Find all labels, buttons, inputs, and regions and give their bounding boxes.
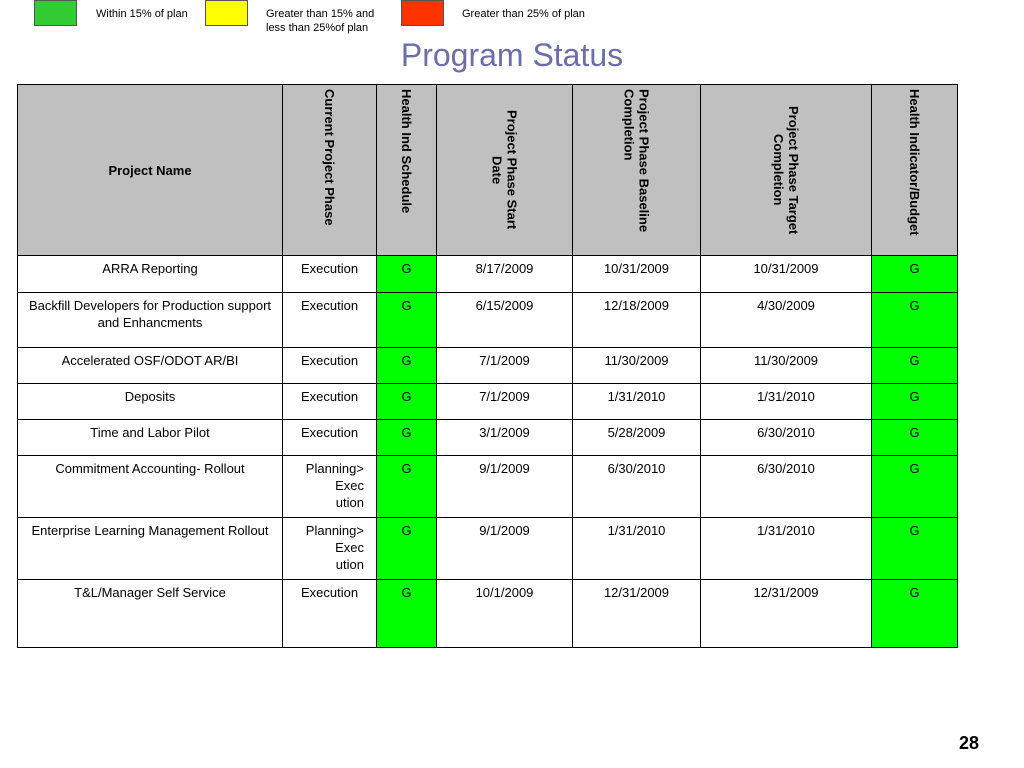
- table-row: [18, 518, 958, 580]
- cell-health-schedule: G: [377, 518, 437, 580]
- cell-current-phase: Execution: [283, 293, 377, 348]
- table-header-row: [18, 85, 958, 256]
- cell-current-phase: Execution: [283, 580, 377, 648]
- cell-health-budget: G: [872, 384, 958, 420]
- legend-swatch-red: [401, 0, 444, 26]
- cell-health-schedule: G: [377, 420, 437, 456]
- cell-start-date: 8/17/2009: [437, 256, 573, 293]
- cell-target-completion: 1/31/2010: [701, 518, 872, 580]
- cell-start-date: 9/1/2009: [437, 456, 573, 518]
- header-phase-start-date: Project Phase Start Date: [437, 85, 573, 256]
- cell-current-phase: Execution: [283, 348, 377, 384]
- cell-current-phase: Execution: [283, 256, 377, 293]
- table-row: [18, 456, 958, 518]
- cell-baseline-completion: 1/31/2010: [573, 518, 701, 580]
- cell-target-completion: 1/31/2010: [701, 384, 872, 420]
- cell-project-name: T&L/Manager Self Service: [18, 580, 283, 648]
- cell-baseline-completion: 5/28/2009: [573, 420, 701, 456]
- cell-health-budget: G: [872, 293, 958, 348]
- legend-label-15-to-25: Greater than 15% and less than 25%of plan: [266, 8, 375, 34]
- cell-health-schedule: G: [377, 293, 437, 348]
- cell-target-completion: 6/30/2010: [701, 456, 872, 518]
- page-number: 28: [958, 733, 979, 753]
- cell-health-schedule: G: [377, 384, 437, 420]
- cell-target-completion: 4/30/2009: [701, 293, 872, 348]
- legend-label-over-25: Greater than 25% of plan: [462, 8, 585, 20]
- header-project-name: Project Name: [18, 85, 283, 256]
- cell-target-completion: 6/30/2010: [701, 420, 872, 456]
- header-phase-target-completion: Project Phase Target Completion: [701, 85, 872, 256]
- header-phase-baseline-completion: Project Phase Baseline Completion: [573, 85, 701, 256]
- cell-health-budget: G: [872, 456, 958, 518]
- cell-baseline-completion: 10/31/2009: [573, 256, 701, 293]
- cell-health-budget: G: [872, 580, 958, 648]
- cell-health-schedule: G: [377, 348, 437, 384]
- legend-swatch-green: [34, 0, 77, 26]
- legend-swatch-yellow: [205, 0, 248, 26]
- cell-target-completion: 11/30/2009: [701, 348, 872, 384]
- program-status-table: [17, 84, 958, 648]
- cell-health-budget: G: [872, 518, 958, 580]
- header-current-project-phase: Current Project Phase: [283, 85, 377, 256]
- cell-current-phase: Execution: [283, 384, 377, 420]
- cell-health-schedule: G: [377, 456, 437, 518]
- table-row: [18, 256, 958, 293]
- cell-health-budget: G: [872, 420, 958, 456]
- cell-current-phase: Execution: [283, 420, 377, 456]
- cell-target-completion: 10/31/2009: [701, 256, 872, 293]
- header-health-indicator-budget: Health Indicator/Budget: [872, 85, 958, 256]
- cell-project-name: Enterprise Learning Management Rollout: [18, 518, 283, 580]
- table-row: [18, 580, 958, 648]
- cell-start-date: 7/1/2009: [437, 384, 573, 420]
- cell-start-date: 7/1/2009: [437, 348, 573, 384]
- cell-start-date: 10/1/2009: [437, 580, 573, 648]
- cell-health-schedule: G: [377, 580, 437, 648]
- cell-baseline-completion: 6/30/2010: [573, 456, 701, 518]
- cell-start-date: 6/15/2009: [437, 293, 573, 348]
- cell-current-phase: Planning> Exec ution: [283, 518, 377, 580]
- cell-health-budget: G: [872, 256, 958, 293]
- cell-project-name: Accelerated OSF/ODOT AR/BI: [18, 348, 283, 384]
- cell-start-date: 9/1/2009: [437, 518, 573, 580]
- cell-project-name: Backfill Developers for Production support and Enhancments: [18, 293, 283, 348]
- cell-health-budget: G: [872, 348, 958, 384]
- legend-label-within-15: Within 15% of plan: [96, 8, 188, 20]
- cell-baseline-completion: 12/18/2009: [573, 293, 701, 348]
- table-row: [18, 420, 958, 456]
- cell-project-name: Deposits: [18, 384, 283, 420]
- cell-project-name: ARRA Reporting: [18, 256, 283, 293]
- table-row: [18, 384, 958, 420]
- cell-target-completion: 12/31/2009: [701, 580, 872, 648]
- cell-baseline-completion: 11/30/2009: [573, 348, 701, 384]
- table-row: [18, 348, 958, 384]
- cell-health-schedule: G: [377, 256, 437, 293]
- header-health-ind-schedule: Health Ind Schedule: [377, 85, 437, 256]
- cell-baseline-completion: 1/31/2010: [573, 384, 701, 420]
- cell-project-name: Time and Labor Pilot: [18, 420, 283, 456]
- cell-current-phase: Planning> Exec ution: [283, 456, 377, 518]
- cell-project-name: Commitment Accounting- Rollout: [18, 456, 283, 518]
- table-row: [18, 293, 958, 348]
- page-title: Program Status: [400, 37, 624, 73]
- cell-start-date: 3/1/2009: [437, 420, 573, 456]
- cell-baseline-completion: 12/31/2009: [573, 580, 701, 648]
